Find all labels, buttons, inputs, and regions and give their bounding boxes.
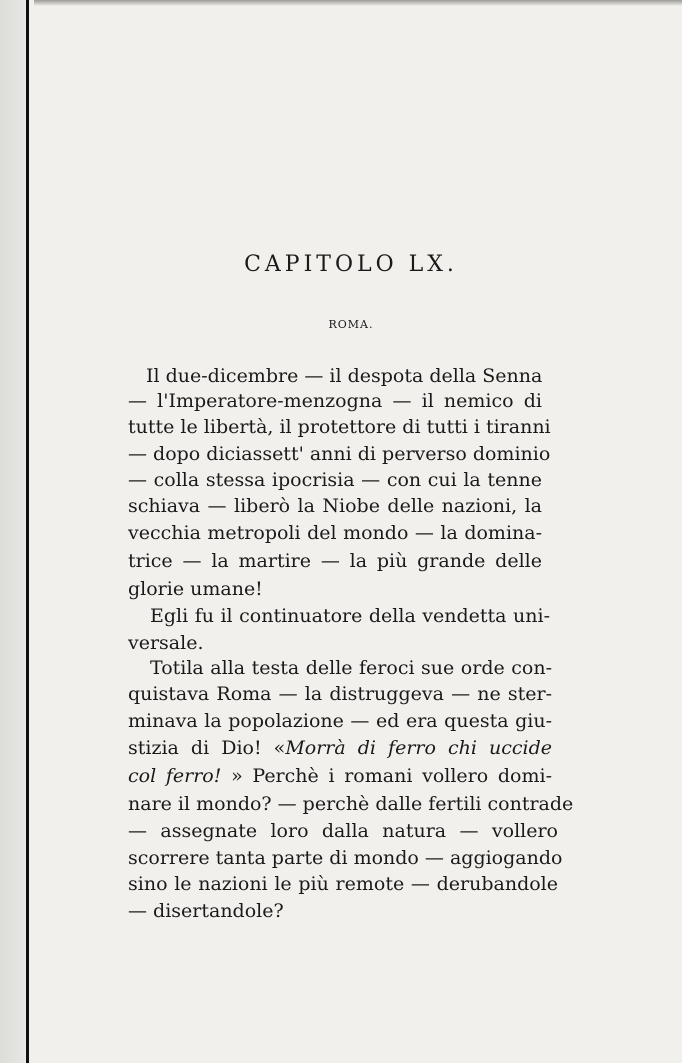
italic-quote: Morrà di ferro chi uccide	[285, 737, 553, 759]
text-line: Il due-dicembre — il despota della Senna	[146, 365, 543, 387]
text-line	[128, 736, 552, 760]
text-line: Egli fu il continuatore della vendetta uni-	[150, 605, 550, 627]
text-line	[128, 764, 552, 788]
text-line: — l'Imperatore-menzogna — il nemico di	[128, 390, 542, 412]
italic-quote: col ferro!	[128, 765, 222, 787]
page-binding-line	[26, 0, 29, 1063]
chapter-title: CAPITOLO LX.	[244, 252, 458, 277]
text-line: — dopo diciassett' anni di perverso dominio	[128, 443, 551, 465]
text-line: scorrere tanta parte di mondo — aggiogando	[128, 847, 563, 869]
text-segment: » Perchè i romani vollero domi-	[221, 765, 552, 787]
text-line: vecchia metropoli del mondo — la domina-	[128, 522, 542, 544]
text-line: tutte le libertà, il protettore di tutti i tiranni	[128, 416, 551, 438]
text-segment: stizia di Dio! «	[128, 737, 286, 759]
text-line: glorie umane!	[128, 578, 263, 600]
text-line: versale.	[128, 632, 204, 654]
text-line: schiava — liberò la Niobe delle nazioni, la	[128, 495, 542, 517]
text-line: Totila alla testa delle feroci sue orde con-	[150, 657, 552, 679]
chapter-subtitle: ROMA.	[328, 318, 374, 331]
text-line: — disertandole?	[128, 900, 284, 922]
page-top-edge	[0, 0, 682, 6]
text-line: nare il mondo? — perchè dalle fertili contrade	[128, 793, 574, 815]
text-line: quistava Roma — la distruggeva — ne ster-	[128, 683, 552, 705]
text-line: trice — la martire — la più grande delle	[128, 550, 542, 572]
text-line: minava la popolazione — ed era questa giu-	[128, 710, 552, 732]
text-line: — assegnate loro dalla natura — vollero	[128, 820, 558, 842]
text-line: sino le nazioni le più remote — derubandole	[128, 873, 558, 895]
text-line: — colla stessa ipocrisia — con cui la tenne	[128, 469, 542, 491]
